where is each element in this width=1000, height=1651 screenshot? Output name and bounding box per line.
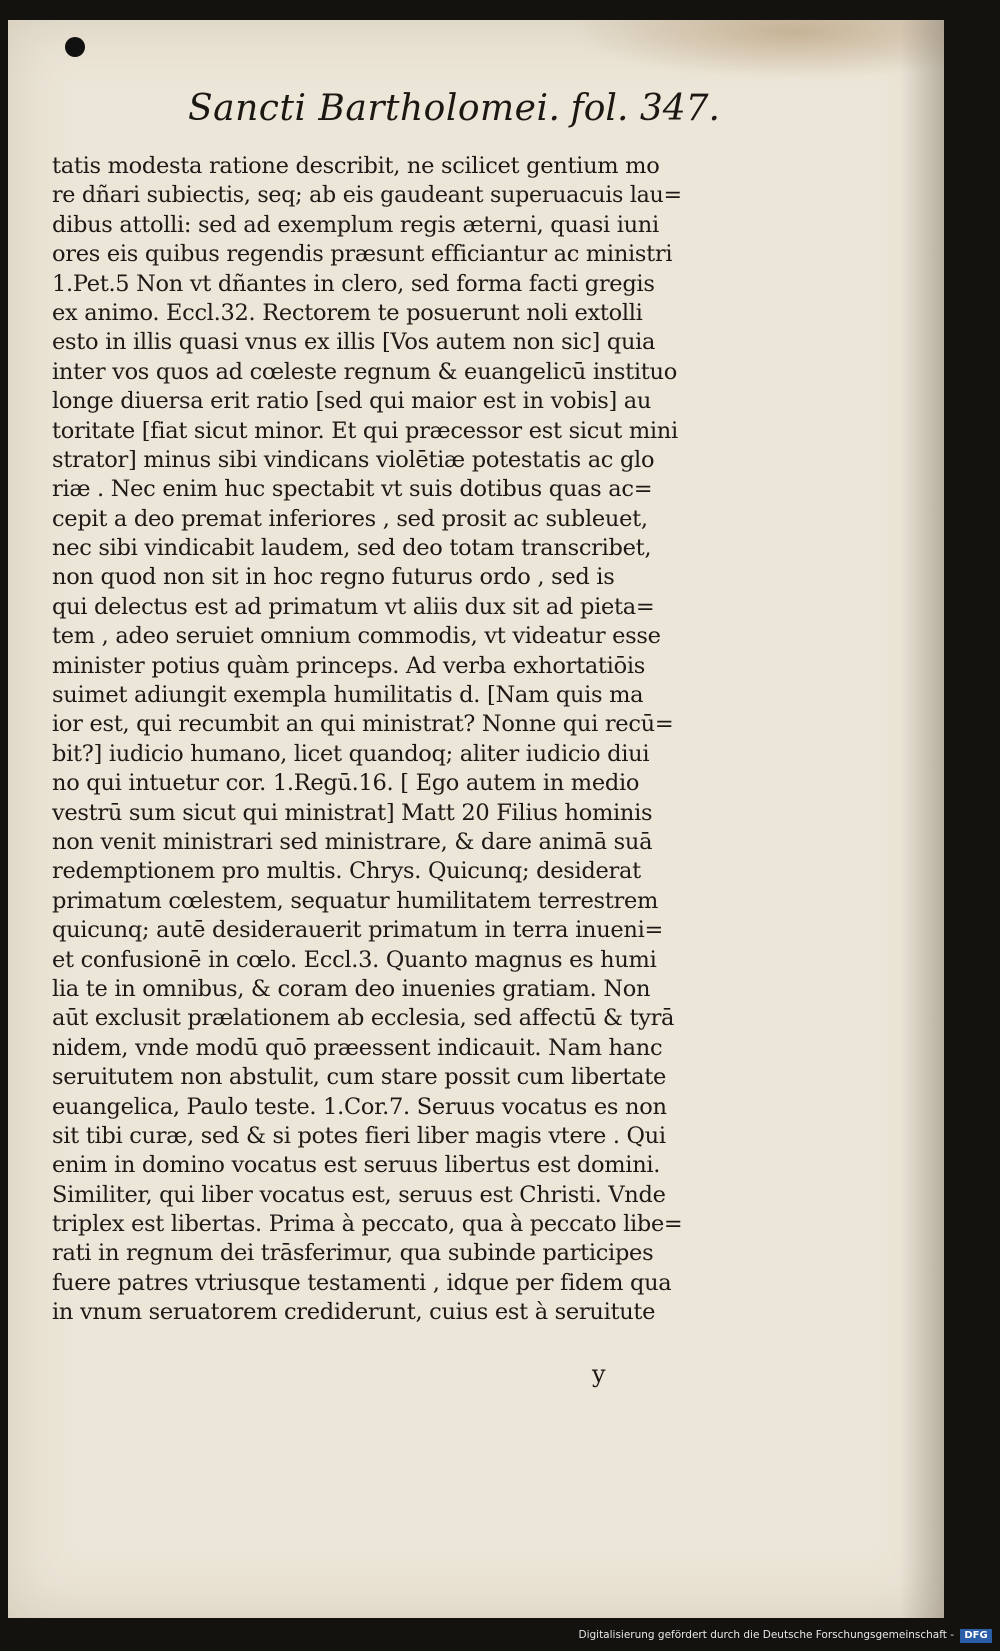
- text-line: esto in illis quasi vnus ex illis [Vos autem non sic] quia: [52, 329, 656, 356]
- text-line: aūt exclusit prælationem ab ecclesia, sed affectū & tyrā: [52, 1005, 675, 1032]
- text-line: triplex est libertas. Prima à peccato, qua à peccato libe=: [52, 1211, 683, 1238]
- text-line: non quod non sit in hoc regno futurus ordo , sed is: [52, 564, 615, 591]
- text-line: bit?] iudicio humano, licet quandoq; aliter iudicio diui: [52, 740, 650, 767]
- text-line: et confusionē in cœlo. Eccl.3. Quanto magnus es humi: [52, 946, 657, 973]
- text-line: no qui intuetur cor. 1.Regū.16. [ Ego autem in medio: [52, 770, 640, 797]
- paper-stain: [568, 20, 944, 80]
- body-text: [52, 152, 682, 1328]
- text-line: ior est, qui recumbit an qui ministrat? Nonne qui recū=: [52, 711, 674, 738]
- text-line: ores eis quibus regendis præsunt efficiantur ac ministri: [52, 241, 673, 268]
- text-line: re dñari subiectis, seq; ab eis gaudeant superuacuis lau=: [52, 182, 682, 209]
- binding-hole: [65, 37, 85, 57]
- dfg-logo: DFG: [960, 1629, 992, 1643]
- text-line: inter vos quos ad cœleste regnum & euangelicū instituo: [52, 358, 677, 385]
- text-line: longe diuersa erit ratio [sed qui maior est in vobis] au: [52, 388, 652, 415]
- text-line: tem , adeo seruiet omnium commodis, vt videatur esse: [52, 623, 661, 650]
- text-line: non venit ministrari sed ministrare, & dare animā suā: [52, 828, 653, 855]
- text-line: minister potius quàm princeps. Ad verba exhortatiōis: [52, 652, 645, 679]
- text-line: rati in regnum dei trāsferimur, qua subinde participes: [52, 1240, 654, 1267]
- text-line: strator] minus sibi vindicans violētiæ potestatis ac glo: [52, 446, 655, 473]
- text-line: vestrū sum sicut qui ministrat] Matt 20 Filius hominis: [52, 799, 653, 826]
- text-line: dibus attolli: sed ad exemplum regis æterni, quasi iuni: [52, 211, 659, 238]
- text-line: fuere patres vtriusque testamenti , idque per fidem qua: [52, 1269, 672, 1296]
- text-line: quicunq; autē desiderauerit primatum in terra inueni=: [52, 917, 664, 944]
- text-line: cepit a deo premat inferiores , sed prosit ac subleuet,: [52, 505, 648, 532]
- running-header: [180, 88, 720, 148]
- text-line: 1.Pet.5 Non vt dñantes in clero, sed forma facti gregis: [52, 270, 655, 297]
- text-line: riæ . Nec enim huc spectabit vt suis dotibus quas ac=: [52, 476, 653, 503]
- text-line: suimet adiungit exempla humilitatis d. [Nam quis ma: [52, 682, 644, 709]
- text-line: seruitutem non abstulit, cum stare possit cum libertate: [52, 1064, 666, 1091]
- text-line: sit tibi curæ, sed & si potes fieri liber magis vtere . Qui: [52, 1122, 666, 1149]
- text-line: Similiter, qui liber vocatus est, seruus est Christi. Vnde: [52, 1181, 666, 1208]
- catchword: y: [592, 1360, 606, 1388]
- text-line: ex animo. Eccl.32. Rectorem te posuerunt noli extolli: [52, 299, 643, 326]
- text-line: euangelica, Paulo teste. 1.Cor.7. Seruus vocatus es non: [52, 1093, 667, 1120]
- text-line: primatum cœlestem, sequatur humilitatem terrestrem: [52, 887, 659, 914]
- running-title: Sancti Bartholomei.: [188, 88, 561, 129]
- text-line: enim in domino vocatus est seruus libertus est domini.: [52, 1152, 661, 1179]
- text-line: lia te in omnibus, & coram deo inuenies gratiam. Non: [52, 975, 651, 1002]
- funding-credit: Digitalisierung gefördert durch die Deutsche Forschungsgemeinschaft -: [578, 1629, 954, 1641]
- page-edge-shadow: [900, 20, 944, 1618]
- folio-number: fol. 347.: [570, 88, 720, 129]
- text-line: nec sibi vindicabit laudem, sed deo totam transcribet,: [52, 535, 652, 562]
- text-line: redemptionem pro multis. Chrys. Quicunq; desiderat: [52, 858, 641, 885]
- text-line: toritate [fiat sicut minor. Et qui præcessor est sicut mini: [52, 417, 678, 444]
- text-line: qui delectus est ad primatum vt aliis dux sit ad pieta=: [52, 593, 655, 620]
- footer-bar: [0, 1618, 1000, 1651]
- text-line: nidem, vnde modū quō præessent indicauit. Nam hanc: [52, 1034, 663, 1061]
- text-line: tatis modesta ratione describit, ne scilicet gentium mo: [52, 153, 660, 179]
- text-line: in vnum seruatorem crediderunt, cuius est à seruitute: [52, 1299, 656, 1326]
